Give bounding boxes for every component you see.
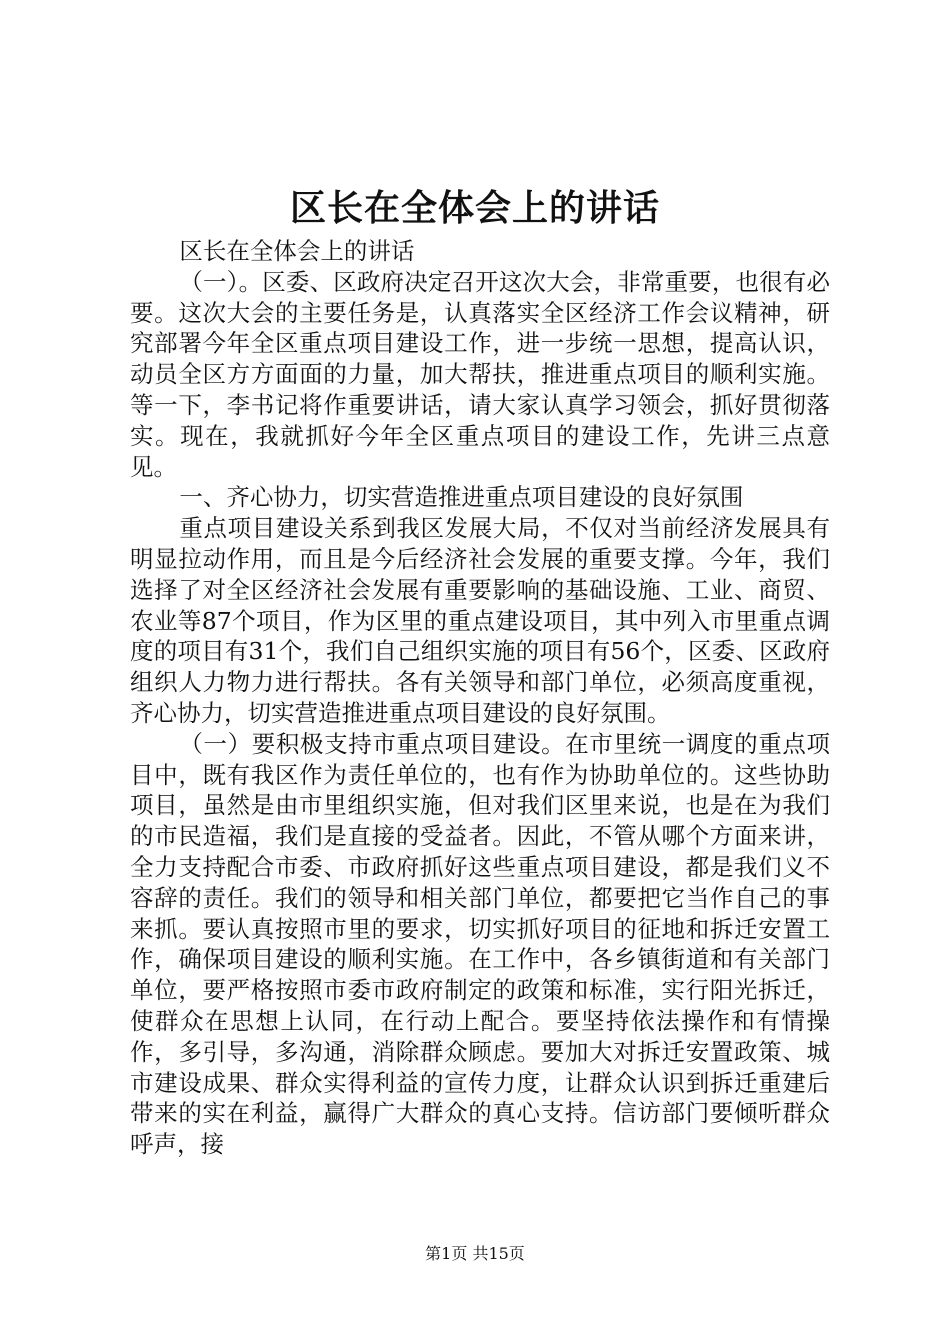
paragraph-intro: （一）。区委、区政府决定召开这次大会，非常重要，也很有必要。这次大会的主要任务是，认真落实全区经济工作会议精神，研究部署今年全区重点项目建设工作，进一步统一思想，提高认识，动员全区方方面面的力量，加大帮扶，推进重点项目的顺利实施。等一下，李书记将作重要讲话，请大家认真学习领会，抓好贯彻落实。现在，我就抓好今年全区重点项目的建设工作，先讲三点意见。 <box>130 267 830 481</box>
paragraph-section-1: 重点项目建设关系到我区发展大局，不仅对当前经济发展具有明显拉动作用，而且是今后经济社会发展的重要支撑。今年，我们选择了对全区经济社会发展有重要影响的基础设施、工业、商贸、农业等87个项目，作为区里的重点建设项目，其中列入市里重点调度的项目有31个，我们自己组织实施的项目有56个，区委、区政府组织人力物力进行帮扶。各有关领导和部门单位，必须高度重视，齐心协力，切实营造推进重点项目建设的良好氛围。 <box>130 514 830 727</box>
paragraph-heading-repeat: 区长在全体会上的讲话 <box>179 237 415 265</box>
page-number-footer: 第1页 共15页 <box>425 1244 525 1263</box>
paragraph-subsection-1: （一）要积极支持市重点项目建设。在市里统一调度的重点项目中，既有我区作为责任单位的，也有作为协助单位的。这些协助项目，虽然是由市里组织实施，但对我们区里来说，也是在为我们的市民造福，我们是直接的受益者。因此，不管从哪个方面来讲，全力支持配合市委、市政府抓好这些重点项目建设，都是我们义不容辞的责任。我们的领导和相关部门单位，都要把它当作自己的事来抓。要认真按照市里的要求，切实抓好项目的征地和拆迁安置工作，确保项目建设的顺利实施。在工作中，各乡镇街道和有关部门单位，要严格按照市委市政府制定的政策和标准，实行阳光拆迁，使群众在思想上认同，在行动上配合。要坚持依法操作和有情操作，多引导，多沟通，消除群众顾虑。要加大对拆迁安置政策、城市建设成果、群众实得利益的宣传力度，让群众认识到拆迁重建后带来的实在利益，赢得广大群众的真心支持。信访部门要倾听群众呼声，接 <box>130 729 830 1159</box>
document-title: 区长在全体会上的讲话 <box>289 187 660 229</box>
section-heading-1: 一、齐心协力，切实营造推进重点项目建设的良好氛围 <box>179 483 744 512</box>
document-body <box>130 236 830 1160</box>
